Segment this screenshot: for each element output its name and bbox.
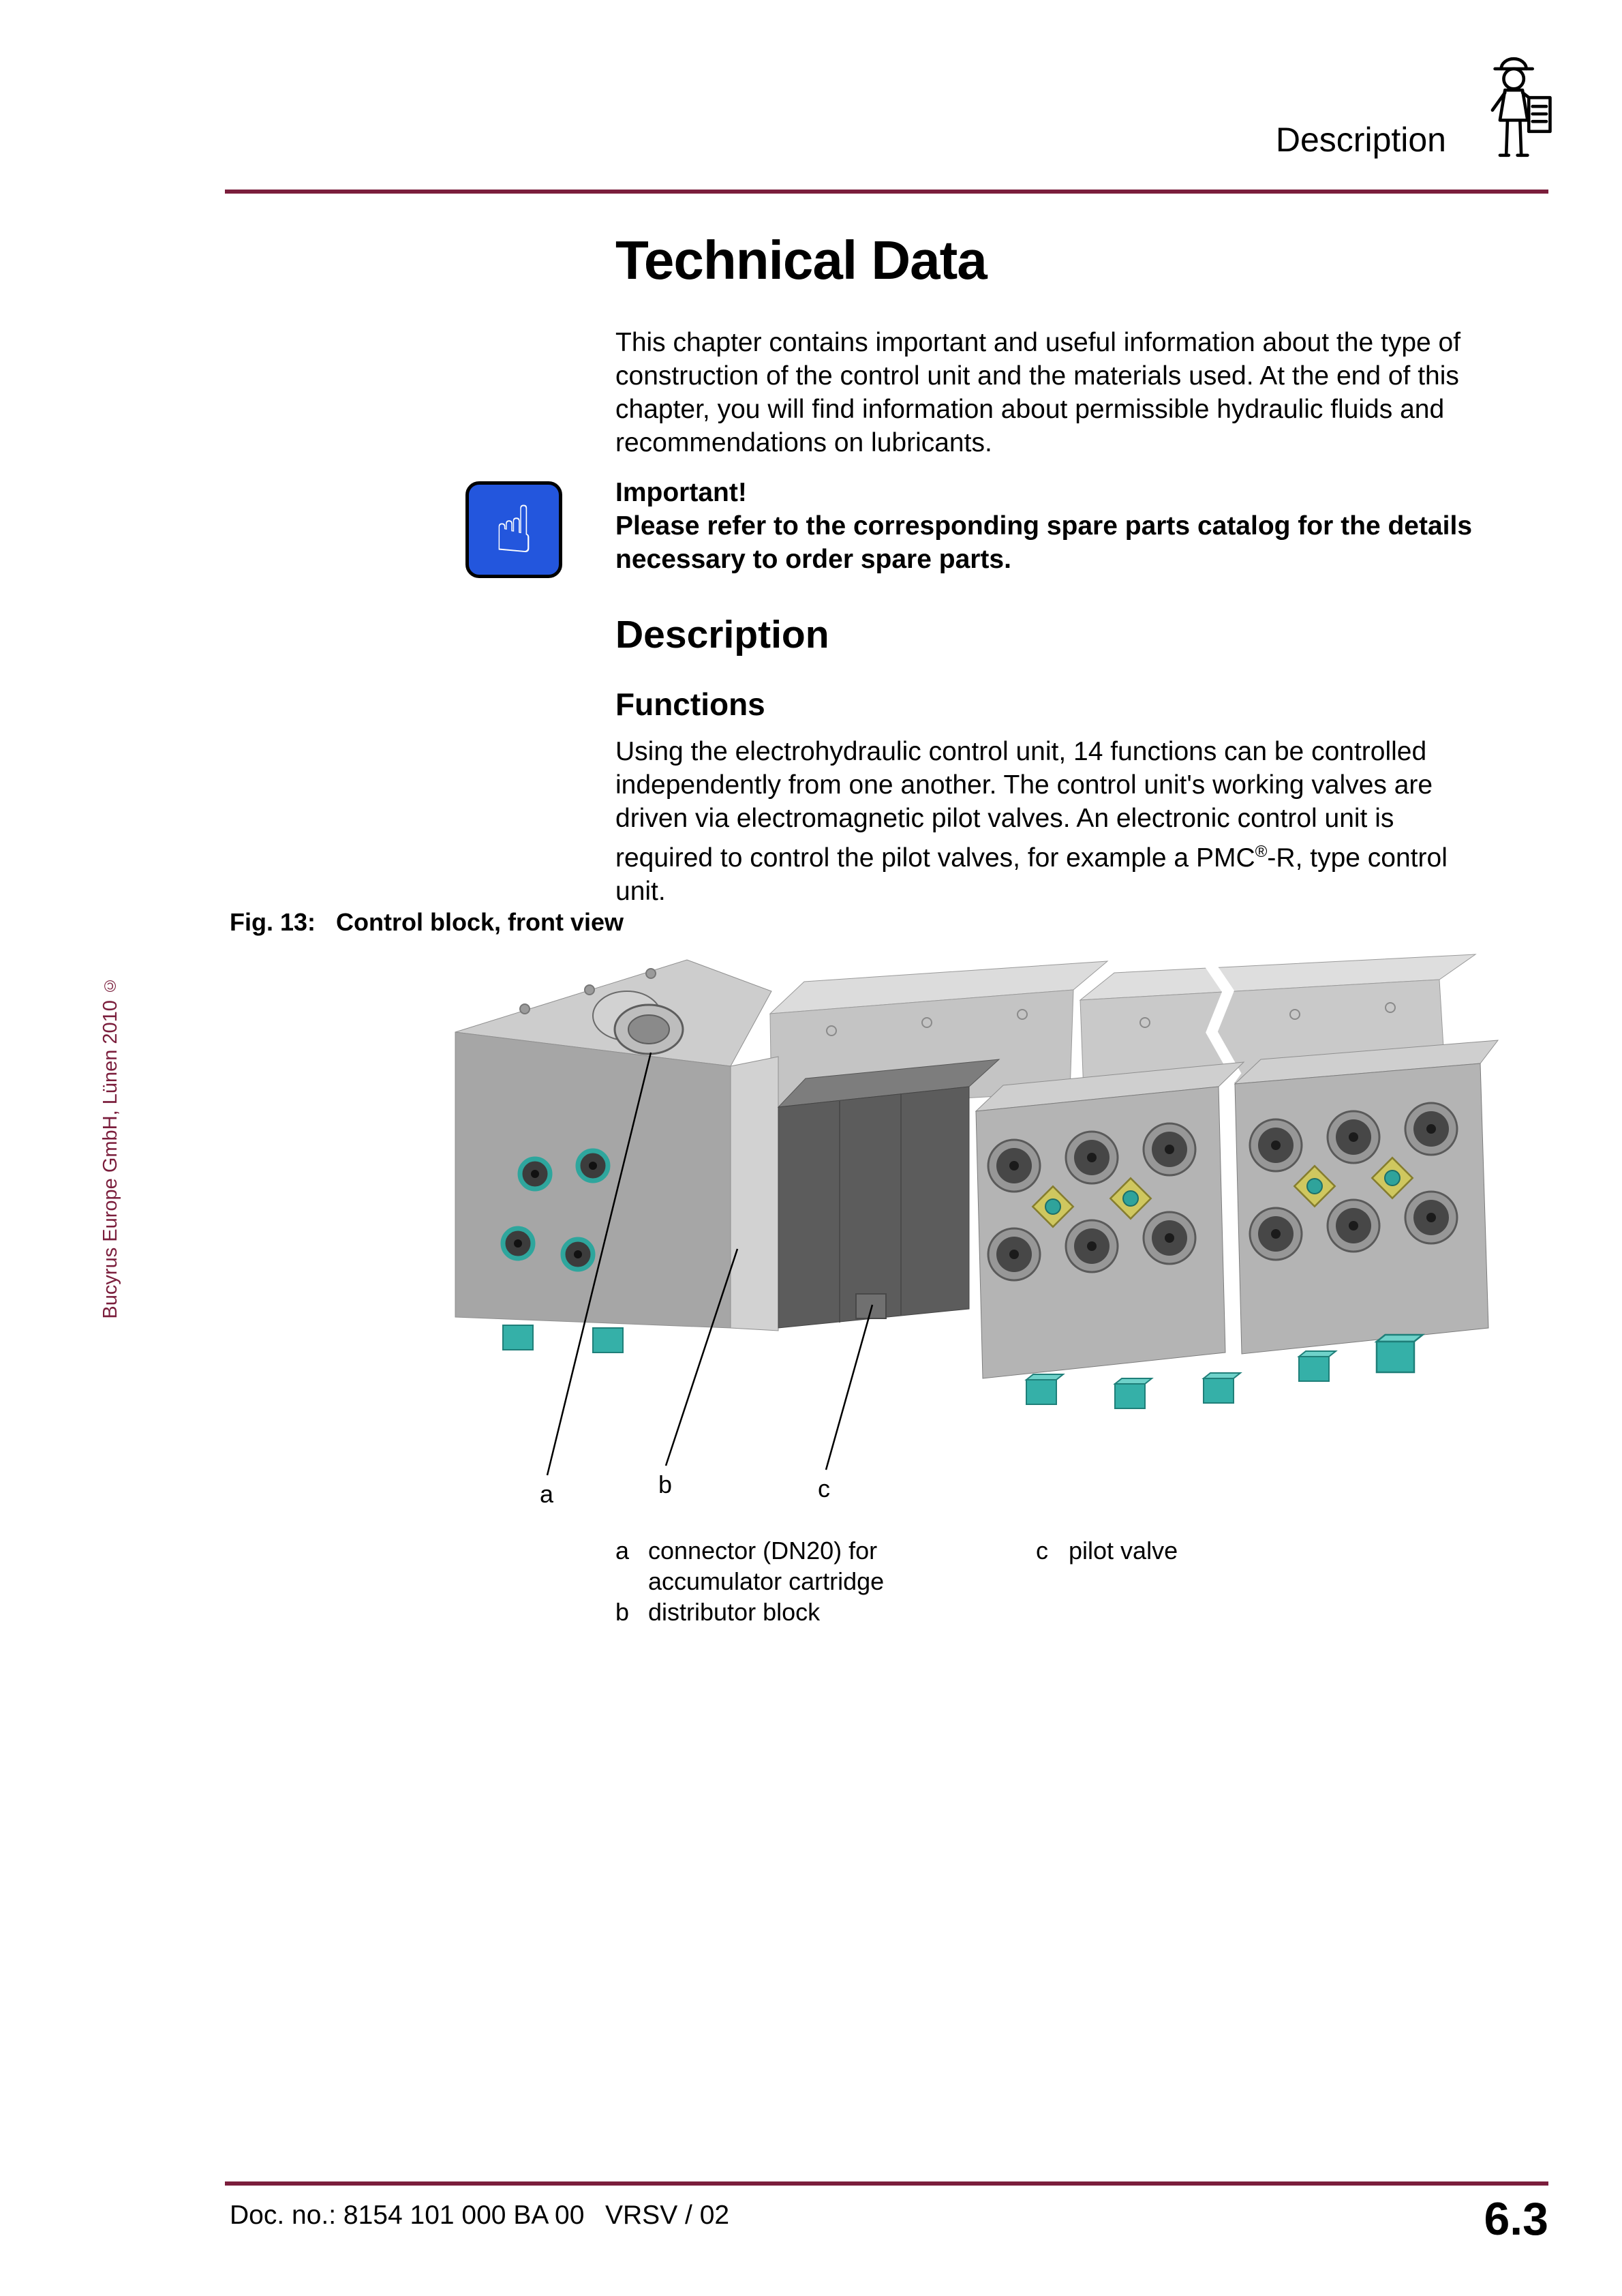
figure-legend-right <box>1036 1535 1377 1566</box>
figure-caption <box>230 908 624 937</box>
figure-caption-text: Control block, front view <box>336 908 624 936</box>
legend-item-c <box>1036 1535 1377 1566</box>
important-heading: Important! <box>615 478 747 507</box>
legend-key-c: c <box>1036 1537 1048 1565</box>
control-block-figure <box>423 949 1499 1515</box>
distributor-block <box>731 1057 999 1331</box>
header-rule <box>225 190 1548 194</box>
functions-text-tail: -R, type control unit. <box>615 843 1448 906</box>
legend-key-a: a <box>615 1537 630 1565</box>
figure-label-c: c <box>818 1475 830 1502</box>
figure-label-b: b <box>658 1470 673 1498</box>
important-note-icon <box>465 481 562 578</box>
left-block <box>455 960 771 1353</box>
legend-item-b <box>615 1597 1024 1627</box>
footer-page-number: 6.3 <box>1484 2193 1548 2245</box>
legend-text-c: pilot valve <box>1069 1537 1178 1565</box>
functions-heading: Functions <box>615 686 765 722</box>
header-section-label: Description <box>1275 121 1446 159</box>
legend-text-b: distributor block <box>648 1598 821 1626</box>
footer-doc-number: Doc. no.: 8154 101 000 BA 00 <box>230 2201 585 2230</box>
footer-rule <box>225 2181 1548 2186</box>
footer-version: VRSV / 02 <box>605 2201 730 2230</box>
legend-text-a: connector (DN20) for accumulator cartridge <box>648 1537 885 1595</box>
side-note-text: Bucyrus Europe GmbH, Lünen 2010 <box>100 1000 121 1319</box>
description-heading: Description <box>615 613 829 656</box>
pilot-valve-bank-2 <box>1235 1040 1498 1381</box>
pilot-valve-bank-1 <box>976 1062 1244 1408</box>
legend-item-a <box>615 1535 1024 1597</box>
copyright-symbol: © <box>101 976 119 995</box>
pilot-valve-boss <box>856 1294 886 1318</box>
important-body: Please refer to the corresponding spare parts catalog for the details necessary to order spare parts. <box>615 511 1473 574</box>
page-title: Technical Data <box>615 230 987 290</box>
legend-key-b: b <box>615 1598 630 1626</box>
registered-trademark-symbol: ® <box>1255 843 1268 861</box>
figure-number: Fig. 13: <box>230 908 316 936</box>
functions-text: Using the electrohydraulic control unit, 14 functions can be controlled independently from one another. The control unit's working valves are driven via electromagnetic pilot valves. An electronic control unit is required to control the pilot valves, for example a PMC <box>615 737 1433 873</box>
engineer-icon <box>1476 45 1554 172</box>
pointing-hand-icon: ☝ <box>493 492 534 568</box>
functions-paragraph <box>615 735 1495 908</box>
copyright-side-note <box>100 976 122 1319</box>
intro-paragraph: This chapter contains important and useful information about the type of construction of the control unit and the materials used. At the end of this chapter, you will find information about permissible hydraulic fluids and recommendations on lubricants. <box>615 328 1461 457</box>
important-note <box>615 476 1482 576</box>
figure-label-a: a <box>540 1480 554 1508</box>
figure-legend-left <box>615 1535 1024 1627</box>
